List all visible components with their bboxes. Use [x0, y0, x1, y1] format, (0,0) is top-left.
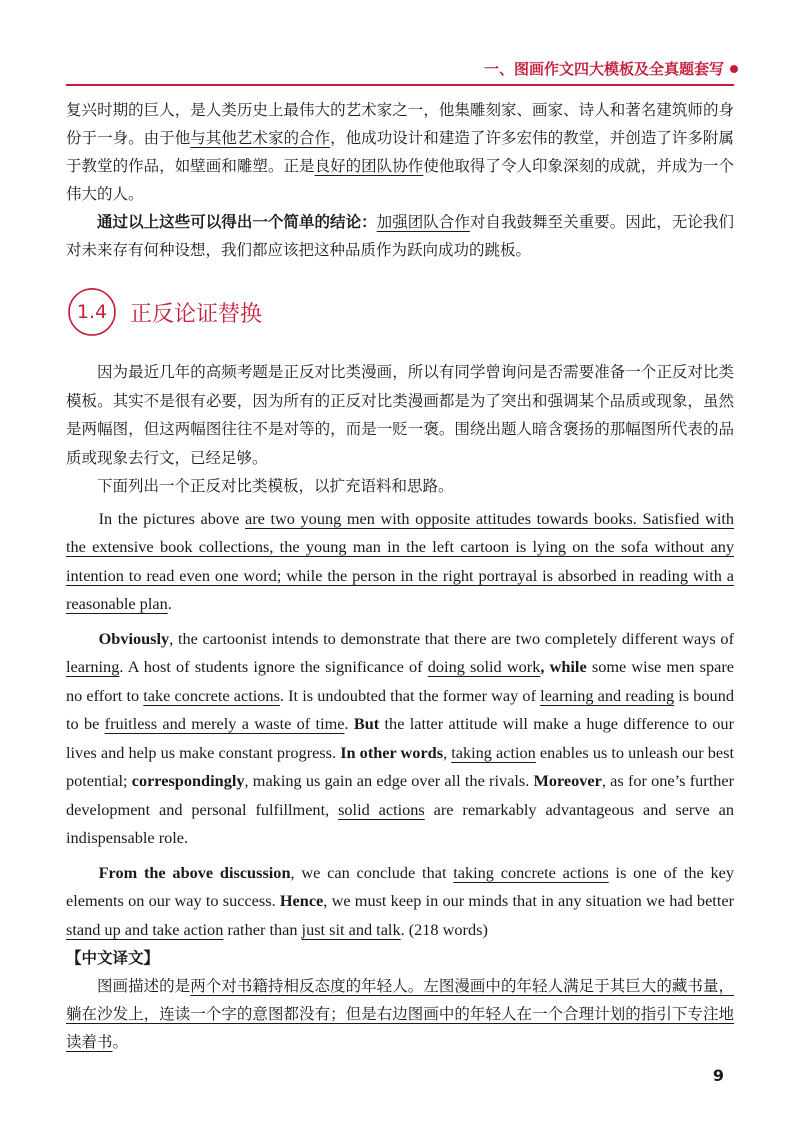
running-header: [484, 58, 738, 79]
section-number-badge: [66, 286, 118, 338]
underlined-phrase: 两个对书籍持相反态度的年轻人。左图漫画中的年轻人满足于其巨大的藏书量，躺在沙发上，连读一个字的意图都没有；但是右边图画中的年轻人在一个合理计划的指引下专注地读着书: [66, 977, 734, 1051]
page-number: 9: [712, 1066, 724, 1085]
translation-paragraph: 图画描述的是两个对书籍持相反态度的年轻人。左图漫画中的年轻人满足于其巨大的藏书量，躺在沙发上，连读一个字的意图都没有；但是右边图画中的年轻人在一个合理计划的指引下专注地读着书。: [66, 977, 734, 1051]
section-number: 1.4: [76, 301, 108, 323]
page-content: [66, 96, 734, 1056]
underlined-phrase: are two young men with opposite attitudes towards books. Satisfied with the extensive book collections, the young man in the left cartoon is lying on the sofa without any intention to read even one word; while the person in the right portrayal is absorbed in reading with a reasonable plan: [66, 508, 735, 613]
section-heading: [66, 286, 734, 338]
header-title: 一、图画作文四大模板及全真题套写: [483, 60, 724, 78]
essay-paragraph-2: Obviously, the cartoonist intends to demonstrate that there are two completely different ways of learning. A host of students ignore the significance of doing solid work, while some wise men spare no effort to take concrete actions. It is undoubted that the former way of learning and reading is bound to be fruitless and merely a waste of time. But the latter attitude will make a huge difference to our lives and help us make constant progress. In other words, taking action enables us to unleash our best potential; correspondingly, making us gain an edge over all the rivals. Moreover, as for one’s further development and personal fulfillment, solid actions are remarkably advantageous and serve an indispensable role.: [66, 628, 735, 847]
intro-paragraph-1: 因为最近几年的高频考题是正反对比类漫画，所以有同学曾询问是否需要准备一个正反对比类模板。其实不是很有必要，因为所有的正反对比类漫画都是为了突出和强调某个品质或现象，虽然是两幅图，但这两幅图往往不是对等的，而是一贬一褒。围绕出题人暗含褒扬的那幅图所代表的品质或现象去行文，已经足够。: [66, 363, 734, 467]
section-title: 正反论证替换: [130, 301, 263, 327]
underlined-phrase: 良好的团队协作: [314, 157, 424, 175]
header-dot-icon: [730, 65, 738, 73]
intro-paragraph-2: 下面列出一个正反对比类模板，以扩充语料和思路。: [97, 477, 454, 495]
translation-label: 【中文译文】: [66, 949, 160, 967]
essay-paragraph-3: From the above discussion, we can conclude that taking concrete actions is one of the key elements on our way to success. Hence, we must keep in our minds that in any situation we had better stand up and take action rather than just sit and talk. (218 words): [66, 862, 734, 939]
conclusion-paragraph: 通过以上这些可以得出一个简单的结论：加强团队合作对自我鼓舞至关重要。因此，无论我们对未来存有何种设想，我们都应该把这种品质作为跃向成功的跳板。: [66, 212, 734, 259]
underlined-phrase: 加强团队合作: [376, 213, 470, 231]
essay-paragraph-1: In the pictures above are two young men with opposite attitudes towards books. Satisfied with the extensive book collections, the young man in the left cartoon is lying on the sofa without any intention to read even one word; while the person in the right portrayal is absorbed in reading with a reasonable plan.: [66, 508, 735, 613]
underlined-phrase: 与其他艺术家的合作: [190, 129, 331, 147]
header-rule: [66, 84, 734, 86]
top-paragraph: 复兴时期的巨人，是人类历史上最伟大的艺术家之一，他集雕刻家、画家、诗人和著名建筑师的身份于一身。由于他与其他艺术家的合作，他成功设计和建造了许多宏伟的教堂，并创造了许多附属于教堂的作品，如壁画和雕塑。正是良好的团队协作使他取得了令人印象深刻的成就，并成为一个伟大的人。: [66, 101, 734, 203]
